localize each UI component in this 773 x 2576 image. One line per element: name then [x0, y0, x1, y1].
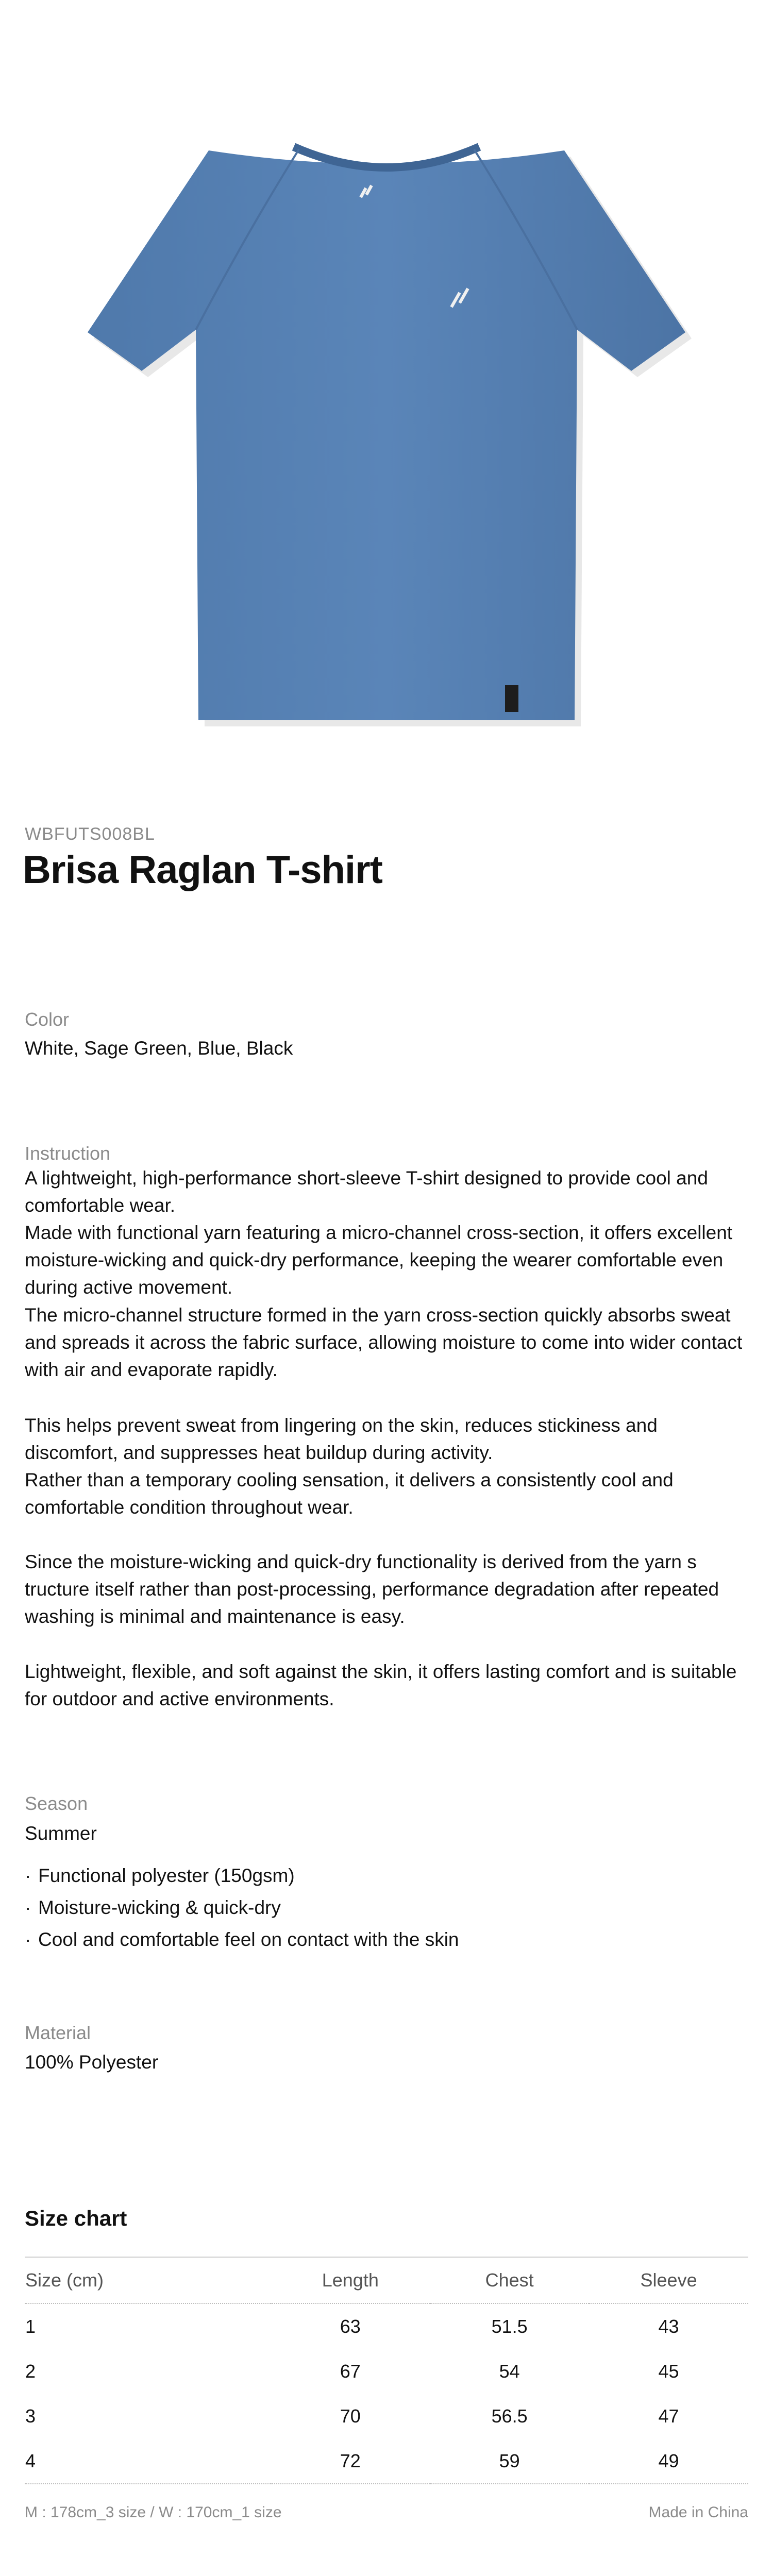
- feature-item: · Moisture-wicking & quick-dry: [25, 1897, 281, 1918]
- product-title: Brisa Raglan T-shirt: [23, 848, 382, 892]
- product-sku: WBFUTS008BL: [25, 824, 155, 844]
- header-length: Length: [271, 2257, 430, 2303]
- season-value: Summer: [25, 1823, 97, 1844]
- instruction-paragraph-5: Lightweight, flexible, and soft against the skin, it offers lasting comfort and is suitable for outdoor and active environments.: [25, 1661, 737, 1709]
- label-tag: [505, 685, 518, 712]
- size-chart-table: [25, 2257, 748, 2484]
- instruction-paragraph-1: A lightweight, high-performance short-sleeve T-shirt designed to provide cool and comfortable wear. Made with functional yarn featuring a micro-channel cross-section, it offers excellent moisture-wicking and quick-dry performance, keeping the wearer comfortable even during active movement.: [25, 1167, 733, 1298]
- feature-item: · Functional polyester (150gsm): [25, 1865, 295, 1886]
- table-row: 2 67 54 45: [25, 2360, 679, 2382]
- size-chart-header-row: [25, 2257, 748, 2303]
- product-image: [0, 0, 773, 793]
- instruction-paragraph-2: The micro-channel structure formed in the yarn cross-section quickly absorbs sweat and spreads it across the fabric surface, allowing moisture to come into wider contact with air and evaporate rapidly.: [25, 1304, 743, 1380]
- header-sleeve: Sleeve: [589, 2257, 748, 2303]
- table-row: 3 70 56.5 47: [25, 2405, 679, 2427]
- t-shirt-illustration: [77, 129, 696, 737]
- season-label: Season: [25, 1793, 88, 1814]
- origin-note: Made in China: [648, 2504, 748, 2521]
- material-value: 100% Polyester: [25, 2052, 159, 2073]
- color-label: Color: [25, 1009, 70, 1030]
- table-row: 4 72 59 49: [25, 2438, 748, 2484]
- shirt-body: [88, 150, 685, 720]
- table-row: 1 63 51.5 43: [25, 2315, 679, 2337]
- header-size: Size (cm): [25, 2257, 271, 2303]
- color-value: White, Sage Green, Blue, Black: [25, 1038, 293, 1059]
- size-chart-title: Size chart: [25, 2206, 127, 2230]
- feature-list: [25, 1860, 459, 1956]
- header-chest: Chest: [430, 2257, 589, 2303]
- model-size-note: M : 178cm_3 size / W : 170cm_1 size: [25, 2504, 282, 2521]
- instruction-paragraph-4: Since the moisture-wicking and quick-dry functionality is derived from the yarn s tructure itself rather than post-processing, performance degradation after repeated washing is minimal and maintenance is easy.: [25, 1551, 719, 1627]
- instruction-label: Instruction: [25, 1143, 111, 1164]
- feature-item: · Cool and comfortable feel on contact with the skin: [25, 1929, 459, 1950]
- material-label: Material: [25, 2022, 91, 2043]
- instruction-paragraph-3: This helps prevent sweat from lingering on the skin, reduces stickiness and discomfort, and suppresses heat buildup during activity. Rather than a temporary cooling sensation, it delivers a consistently cool and comfortable condition throughout wear.: [25, 1415, 674, 1518]
